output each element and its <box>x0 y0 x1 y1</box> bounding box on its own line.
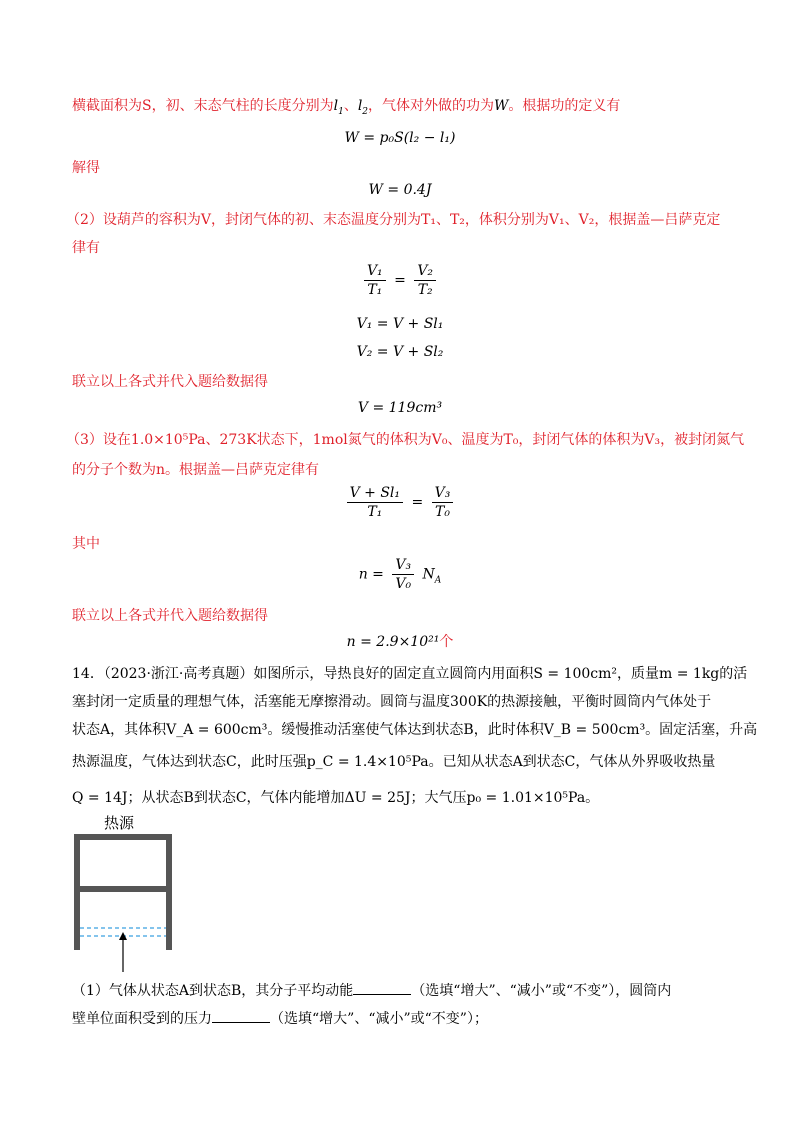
equation-v-result: V = 119cm³ <box>357 400 443 416</box>
q14-line4: 热源温度，气体达到状态C，此时压强p_C = 1.4×10⁵Pa。已知从状态A到状态C，气体从外界吸收热量 <box>72 754 716 770</box>
q14-line1: 14．（2023·浙江·高考真题）如图所示，导热良好的固定直立圆筒内用面积S = 100cm²，质量m = 1kg的活 <box>72 666 748 682</box>
part3-line1: （3）设在1.0×10⁵Pa、273K状态下，1mol氮气的体积为V₀、温度为T₀，封闭气体的体积为V₃，被封闭氮气 <box>66 432 745 448</box>
para1-sep: 、 <box>343 98 358 114</box>
answer-blank-1[interactable] <box>353 980 411 995</box>
fraction-v3-t0: $\frac{\text{V₃}}{\text{T₀}}$ <box>432 484 454 521</box>
para1 <box>72 96 620 122</box>
fraction-v2-t2: $\frac{\text{V₂}}{\text{T₂}}$ <box>414 262 436 299</box>
para1-mid: ，气体对外做的功为 <box>368 98 495 114</box>
cylinder-figure <box>72 812 182 986</box>
part2-line1: （2）设葫芦的容积为V，封闭气体的初、末态温度分别为T₁、T₂，体积分别为V₁、V₂，根据盖—吕萨克定 <box>66 212 721 228</box>
q14-line3: 状态A，其体积V_A = 600cm³。缓慢推动活塞使气体达到状态B，此时体积V_B = 500cm³。固定活塞，升高 <box>72 722 758 738</box>
equation-gay-lussac-1: $\frac{\text{V₁}}{\text{T₁}}$ = $\frac{\text{V₂}}{\text{T₂}}$ <box>0 262 800 299</box>
top-wall <box>74 834 172 840</box>
equation-gay-lussac-2: $\frac{\text{V + Sl₁}}{\text{T₁}}$ = $\frac{\text{V₃}}{\text{T₀}}$ <box>0 484 800 521</box>
right-wall <box>166 834 172 950</box>
part2-line2: 律有 <box>72 240 100 256</box>
heat-source-label: 热源 <box>104 814 135 832</box>
q14-line5: Q = 14J；从状态B到状态C，气体内能增加ΔU = 25J；大气压p₀ = 1.01×10⁵Pa。 <box>72 790 600 806</box>
fraction-v1-t1: $\frac{\text{V₁}}{\text{T₁}}$ <box>364 262 386 299</box>
equation-n: n = $\frac{\text{V₃}}{\text{V₀}}$ $N_A$ <box>358 557 442 592</box>
part3-line2: 的分子个数为n。根据盖—吕萨克定律有 <box>72 462 320 478</box>
equation-v2: V₂ = V + Sl₂ <box>356 344 444 360</box>
cylinder-diagram <box>72 812 182 982</box>
q14-line2: 塞封闭一定质量的理想气体，活塞能无摩擦滑动。圆筒与温度300K的热源接触，平衡时圆筒内气体处于 <box>72 694 712 710</box>
equation-v1: V₁ = V + Sl₁ <box>356 316 444 332</box>
jiede-label: 解得 <box>72 160 100 176</box>
equation-work-result: W = 0.4J <box>368 182 432 198</box>
sub1-line2: 壁单位面积受到的压力 （选填“增大”、“减小”或“不变”）； <box>72 1008 488 1029</box>
sub1-line1: （1）气体从状态A到状态B，其分子平均动能 （选填“增大”、“减小”或“不变”），圆筒内 <box>72 980 671 1001</box>
fraction-v-sl1-t1: $\frac{\text{V + Sl₁}}{\text{T₁}}$ <box>347 484 403 521</box>
qizhong-label: 其中 <box>72 536 100 552</box>
left-wall <box>74 834 80 950</box>
para1-suffix: 。根据功的定义有 <box>508 98 621 114</box>
combine-label-1: 联立以上各式并代入题给数据得 <box>72 374 268 390</box>
w-symbol: W <box>494 98 509 114</box>
combine-label-2: 联立以上各式并代入题给数据得 <box>72 608 268 624</box>
fraction-v3-v0: $\frac{\text{V₃}}{\text{V₀}}$ <box>392 556 414 593</box>
l2-symbol: $l_2$ <box>357 98 369 117</box>
l1-symbol: $l_1$ <box>333 98 344 117</box>
answer-blank-2[interactable] <box>212 1008 270 1023</box>
piston <box>80 886 166 892</box>
equation-n-result: n = 2.9×10²¹个 <box>346 634 454 650</box>
equation-work: W = p₀S(l₂ − l₁) <box>344 130 456 146</box>
para1-prefix: 横截面积为S，初、末态气柱的长度分别为 <box>72 98 334 114</box>
